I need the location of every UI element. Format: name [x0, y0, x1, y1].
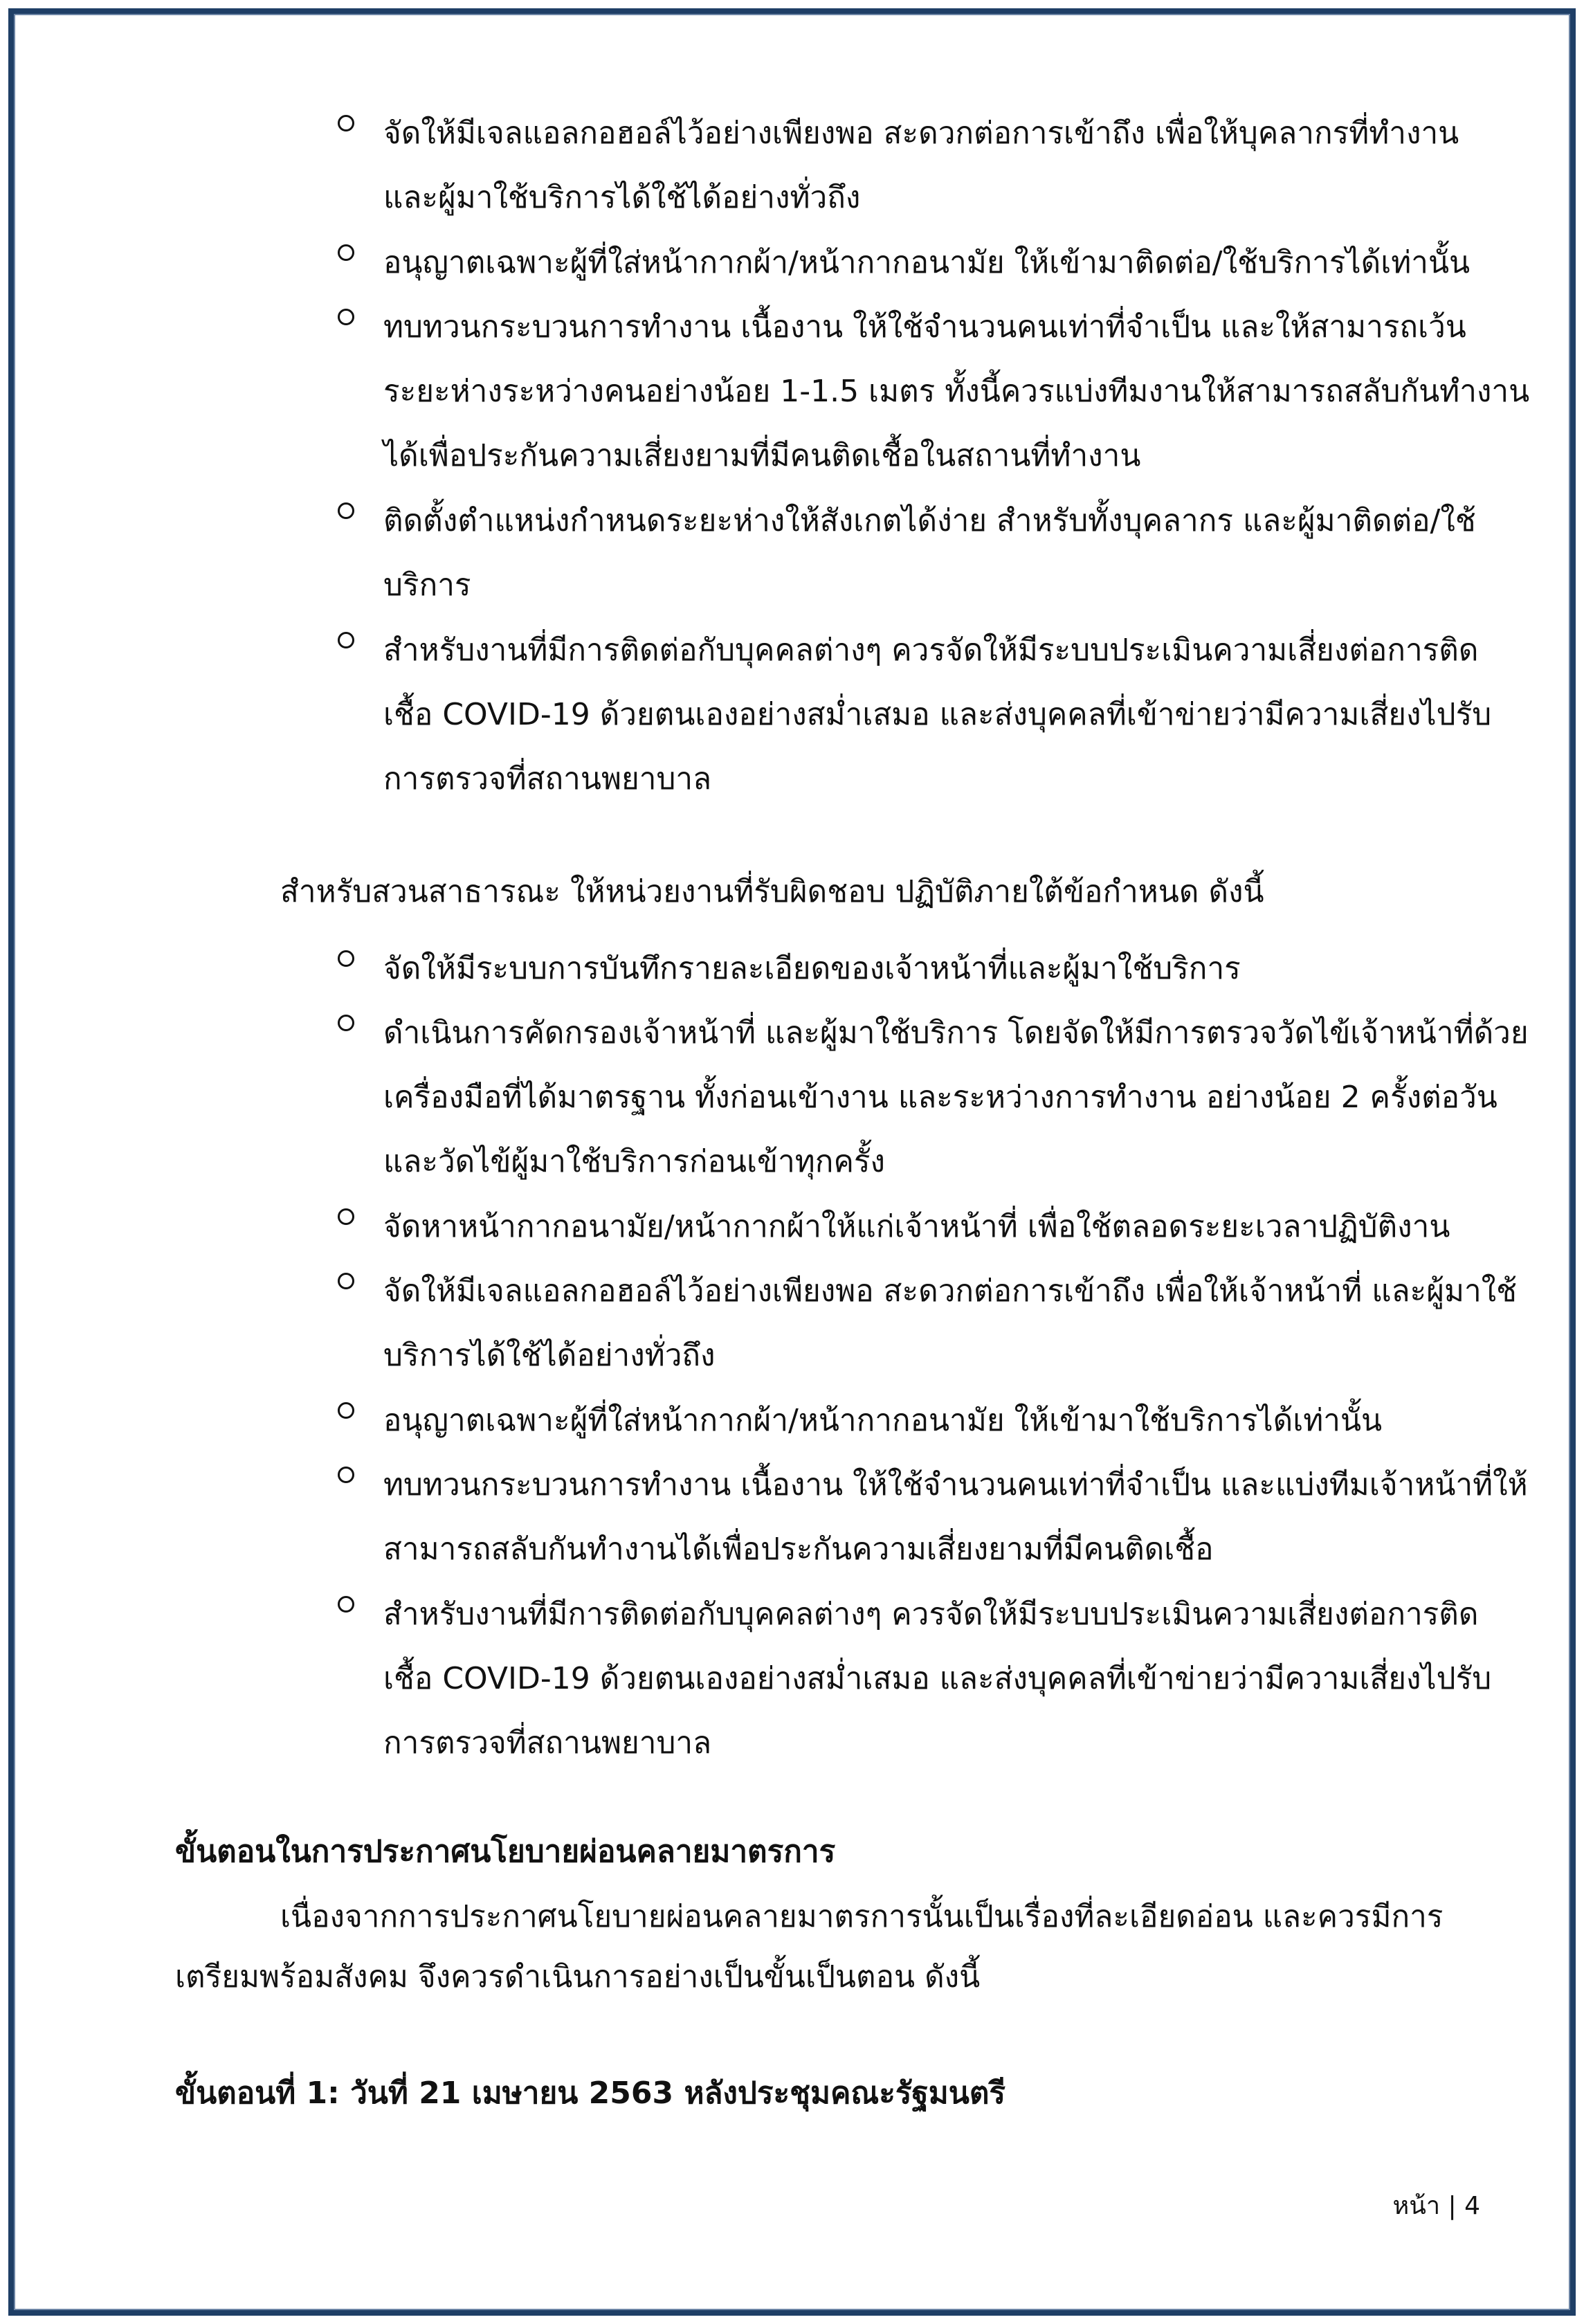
- circle-bullet-icon: [338, 502, 354, 519]
- text-line: ได้เพื่อประกันความเสี่ยงยามที่มีคนติดเชื้อในสถานที่ทำงาน: [383, 438, 1141, 473]
- circle-bullet-icon: [338, 1015, 354, 1031]
- text-line: การตรวจที่สถานพยาบาล: [383, 761, 712, 797]
- text-line: อนุญาตเฉพาะผู้ที่ใส่หน้ากากผ้า/หน้ากากอนามัย ให้เข้ามาใช้บริการได้เท่านั้น: [383, 1403, 1383, 1438]
- text-line: ดำเนินการคัดกรองเจ้าหน้าที่ และผู้มาใช้บริการ โดยจัดให้มีการตรวจวัดไข้เจ้าหน้าที่ด้วย: [383, 1015, 1529, 1051]
- text-line: และผู้มาใช้บริการได้ใช้ได้อย่างทั่วถึง: [383, 180, 861, 215]
- text-line: ติดตั้งตำแหน่งกำหนดระยะห่างให้สังเกตได้ง่าย สำหรับทั้งบุคลากร และผู้มาติดต่อ/ใช้: [383, 503, 1476, 538]
- list-item-text: [383, 1001, 1529, 1194]
- list-item-text: [383, 1259, 1517, 1388]
- steps-section-heading: ขั้นตอนในการประกาศนโยบายผ่อนคลายมาตรการ: [175, 1834, 836, 1869]
- text-line: ทบทวนกระบวนการทำงาน เนื้องาน ให้ใช้จำนวนคนเท่าที่จำเป็น และแบ่งทีมเจ้าหน้าที่ให้: [383, 1467, 1528, 1503]
- text-line: สามารถสลับกันทำงานได้เพื่อประกันความเสี่ยงยามที่มีคนติดเชื้อ: [383, 1532, 1214, 1567]
- list-item-text: [383, 230, 1470, 295]
- text-line: จัดหาหน้ากากอนามัย/หน้ากากผ้าให้แก่เจ้าหน้าที่ เพื่อใช้ตลอดระยะเวลาปฏิบัติงาน: [383, 1209, 1450, 1244]
- list-item-text: [383, 295, 1529, 488]
- text-line: สำหรับงานที่มีการติดต่อกับบุคคลต่างๆ ควรจัดให้มีระบบประเมินความเสี่ยงต่อการติด: [383, 633, 1479, 668]
- circle-bullet-icon: [338, 1402, 354, 1419]
- circle-bullet-icon: [338, 1208, 354, 1225]
- circle-bullet-icon: [338, 244, 354, 261]
- text-line: บริการ: [383, 568, 471, 603]
- text-line: การตรวจที่สถานพยาบาล: [383, 1725, 712, 1761]
- text-line: และวัดไข้ผู้มาใช้บริการก่อนเข้าทุกครั้ง: [383, 1144, 885, 1179]
- text-line: ทบทวนกระบวนการทำงาน เนื้องาน ให้ใช้จำนวนคนเท่าที่จำเป็น และให้สามารถเว้น: [383, 309, 1466, 345]
- circle-bullet-icon: [338, 632, 354, 648]
- text-line: จัดให้มีเจลแอลกอฮอล์ไว้อย่างเพียงพอ สะดวกต่อการเข้าถึง เพื่อให้บุคลากรที่ทำงาน: [383, 116, 1459, 151]
- circle-bullet-icon: [338, 1596, 354, 1613]
- list-item-text: [383, 489, 1476, 617]
- text-line: จัดให้มีระบบการบันทึกรายละเอียดของเจ้าหน้าที่และผู้มาใช้บริการ: [383, 951, 1241, 986]
- list-item-text: [383, 618, 1491, 811]
- circle-bullet-icon: [338, 950, 354, 967]
- text-line: อนุญาตเฉพาะผู้ที่ใส่หน้ากากผ้า/หน้ากากอนามัย ให้เข้ามาติดต่อ/ใช้บริการได้เท่านั้น: [383, 245, 1471, 280]
- text-line: เครื่องมือที่ได้มาตรฐาน ทั้งก่อนเข้างาน และระหว่างการทำงาน อย่างน้อย 2 ครั้งต่อวัน: [383, 1080, 1497, 1115]
- steps-paragraph-line: เนื่องจากการประกาศนโยบายผ่อนคลายมาตรการนั้นเป็นเรื่องที่ละเอียดอ่อน และควรมีการ: [280, 1899, 1444, 1934]
- text-line: สำหรับงานที่มีการติดต่อกับบุคคลต่างๆ ควรจัดให้มีระบบประเมินความเสี่ยงต่อการติด: [383, 1597, 1479, 1632]
- list-item-text: [383, 101, 1459, 230]
- circle-bullet-icon: [338, 115, 354, 131]
- step-1-heading: ขั้นตอนที่ 1: วันที่ 21 เมษายน 2563 หลังประชุมคณะรัฐมนตรี: [175, 2076, 1006, 2111]
- text-line: บริการได้ใช้ได้อย่างทั่วถึง: [383, 1338, 716, 1373]
- list-item-text: [383, 1195, 1450, 1259]
- text-line: เชื้อ COVID-19 ด้วยตนเองอย่างสม่ำเสมอ และส่งบุคคลที่เข้าข่ายว่ามีความเสี่ยงไปรับ: [383, 1661, 1492, 1696]
- list-item-text: [383, 1453, 1528, 1581]
- text-line: ระยะห่างระหว่างคนอย่างน้อย 1-1.5 เมตร ทั้งนี้ควรแบ่งทีมงานให้สามารถสลับกันทำงาน: [383, 374, 1530, 409]
- text-line: จัดให้มีเจลแอลกอฮอล์ไว้อย่างเพียงพอ สะดวกต่อการเข้าถึง เพื่อให้เจ้าหน้าที่ และผู้มาใช้: [383, 1273, 1518, 1309]
- list-item-text: [383, 1582, 1491, 1775]
- text-line: เชื้อ COVID-19 ด้วยตนเองอย่างสม่ำเสมอ และส่งบุคคลที่เข้าข่ายว่ามีความเสี่ยงไปรับ: [383, 697, 1492, 732]
- steps-paragraph-line: เตรียมพร้อมสังคม จึงควรดำเนินการอย่างเป็นขั้นเป็นตอน ดังนี้: [175, 1959, 981, 1995]
- circle-bullet-icon: [338, 1467, 354, 1483]
- circle-bullet-icon: [338, 1273, 354, 1289]
- page-number: หน้า | 4: [1392, 2192, 1480, 2220]
- list-item-text: [383, 1388, 1382, 1453]
- list-item-text: [383, 936, 1241, 1001]
- park-section-intro: สำหรับสวนสาธารณะ ให้หน่วยงานที่รับผิดชอบ ปฏิบัติภายใต้ข้อกำหนด ดังนี้: [280, 874, 1264, 909]
- circle-bullet-icon: [338, 309, 354, 325]
